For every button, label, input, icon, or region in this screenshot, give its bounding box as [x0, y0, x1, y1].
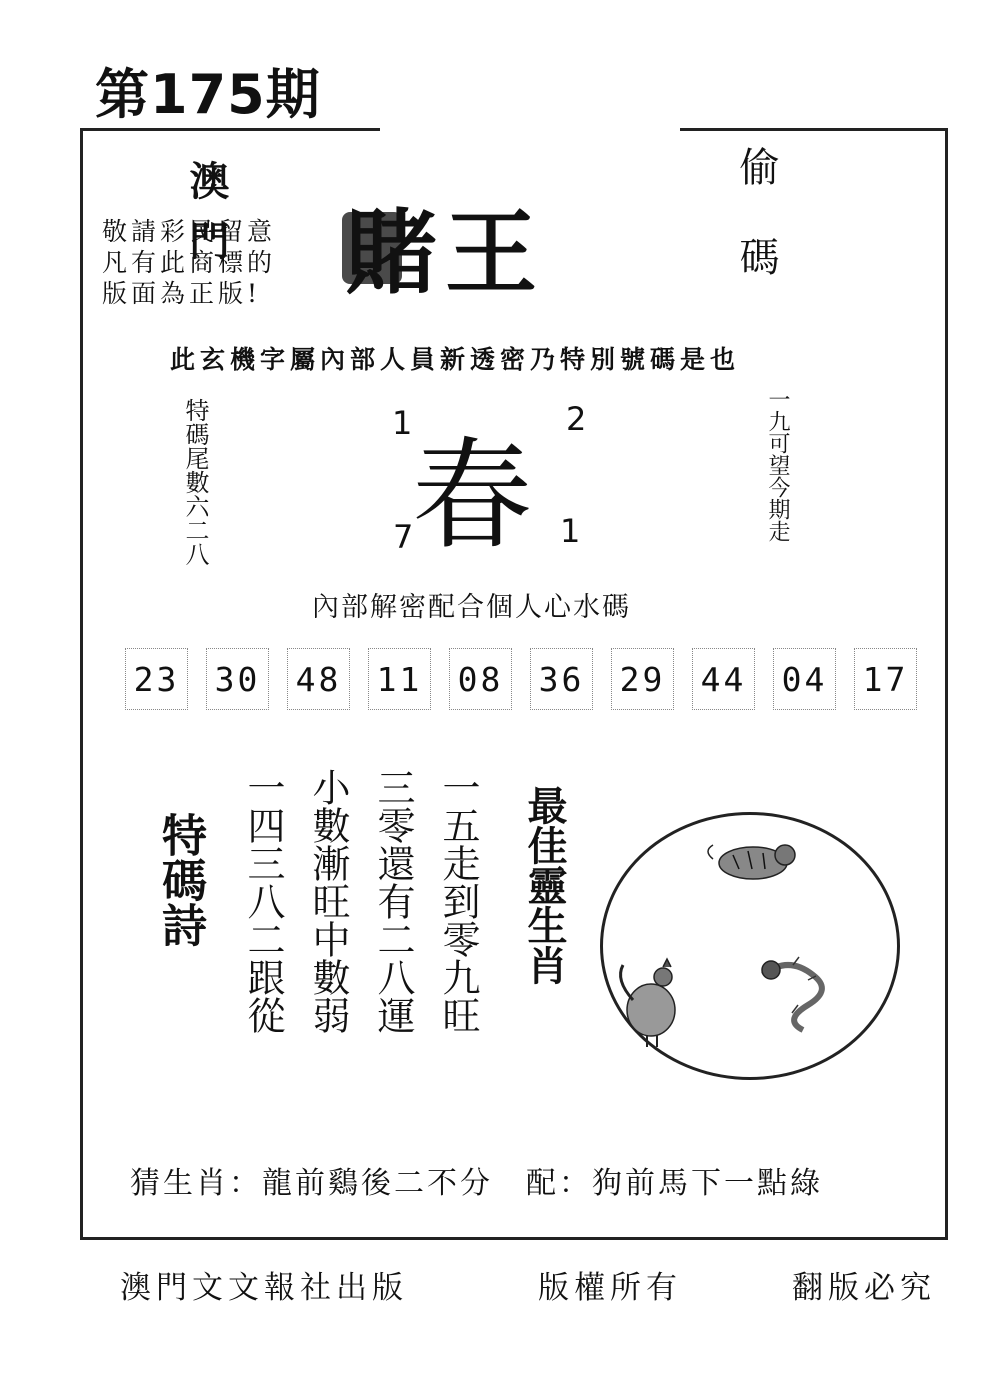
notice-line: 敬請彩民留意 — [102, 217, 277, 246]
poem-line: 一五走到零九旺 — [436, 768, 480, 1034]
center-character: 春 — [412, 427, 532, 566]
number-box: 29 — [611, 648, 674, 710]
number-box: 48 — [287, 648, 350, 710]
notice-block — [102, 216, 322, 309]
number-box: 11 — [368, 648, 431, 710]
number-box: 30 — [206, 648, 269, 710]
dragon-icon — [762, 957, 822, 1030]
corner-digit-bottom-right: 1 — [560, 512, 581, 550]
number-box: 44 — [692, 648, 755, 710]
subtitle: 內部解密配合個人心水碼 — [312, 592, 631, 623]
poem-line: 一四三八二跟從 — [241, 768, 285, 1034]
notice-line: 凡有此商標的 — [102, 248, 277, 277]
number-box: 17 — [854, 648, 917, 710]
number-box: 04 — [773, 648, 836, 710]
footer-warning: 翻版必究 — [792, 1270, 936, 1306]
number-box: 23 — [125, 648, 188, 710]
notice-line: 版面為正版! — [102, 279, 262, 308]
side-label-left: 澳門 — [183, 160, 230, 280]
poem-title: 特碼詩 — [154, 812, 207, 947]
tiger-icon — [708, 845, 795, 879]
zodiac-circle — [600, 812, 900, 1080]
number-box: 08 — [449, 648, 512, 710]
issue-number: 第175期 — [95, 63, 321, 126]
poem-line: 小數漸旺中數弱 — [306, 768, 350, 1034]
footer-publisher: 澳門文文報社出版 — [120, 1270, 408, 1306]
corner-digit-bottom-left: 7 — [393, 518, 414, 556]
headline: 此玄機字屬內部人員新透密乃特別號碼是也 — [170, 345, 741, 374]
number-box: 36 — [530, 648, 593, 710]
frame-gap — [380, 122, 680, 132]
rooster-icon — [621, 959, 675, 1047]
corner-digit-top-left: 1 — [392, 404, 413, 442]
corner-digit-top-right: 2 — [566, 400, 587, 438]
number-row — [125, 648, 917, 710]
page-title: 賭王 — [345, 200, 546, 307]
side-label-right: 偷碼 — [733, 146, 779, 326]
left-note: 特碼尾數六二八 — [181, 398, 209, 566]
poem-line: 三零還有二八運 — [371, 768, 415, 1034]
best-zodiac-label: 最佳靈生肖 — [521, 785, 568, 985]
footer-rights: 版權所有 — [538, 1270, 682, 1306]
guess-line: 猜生肖：龍前鷄後二不分 配：狗前馬下一點綠 — [130, 1166, 823, 1201]
right-note: 一九可望今期走 — [765, 388, 790, 542]
